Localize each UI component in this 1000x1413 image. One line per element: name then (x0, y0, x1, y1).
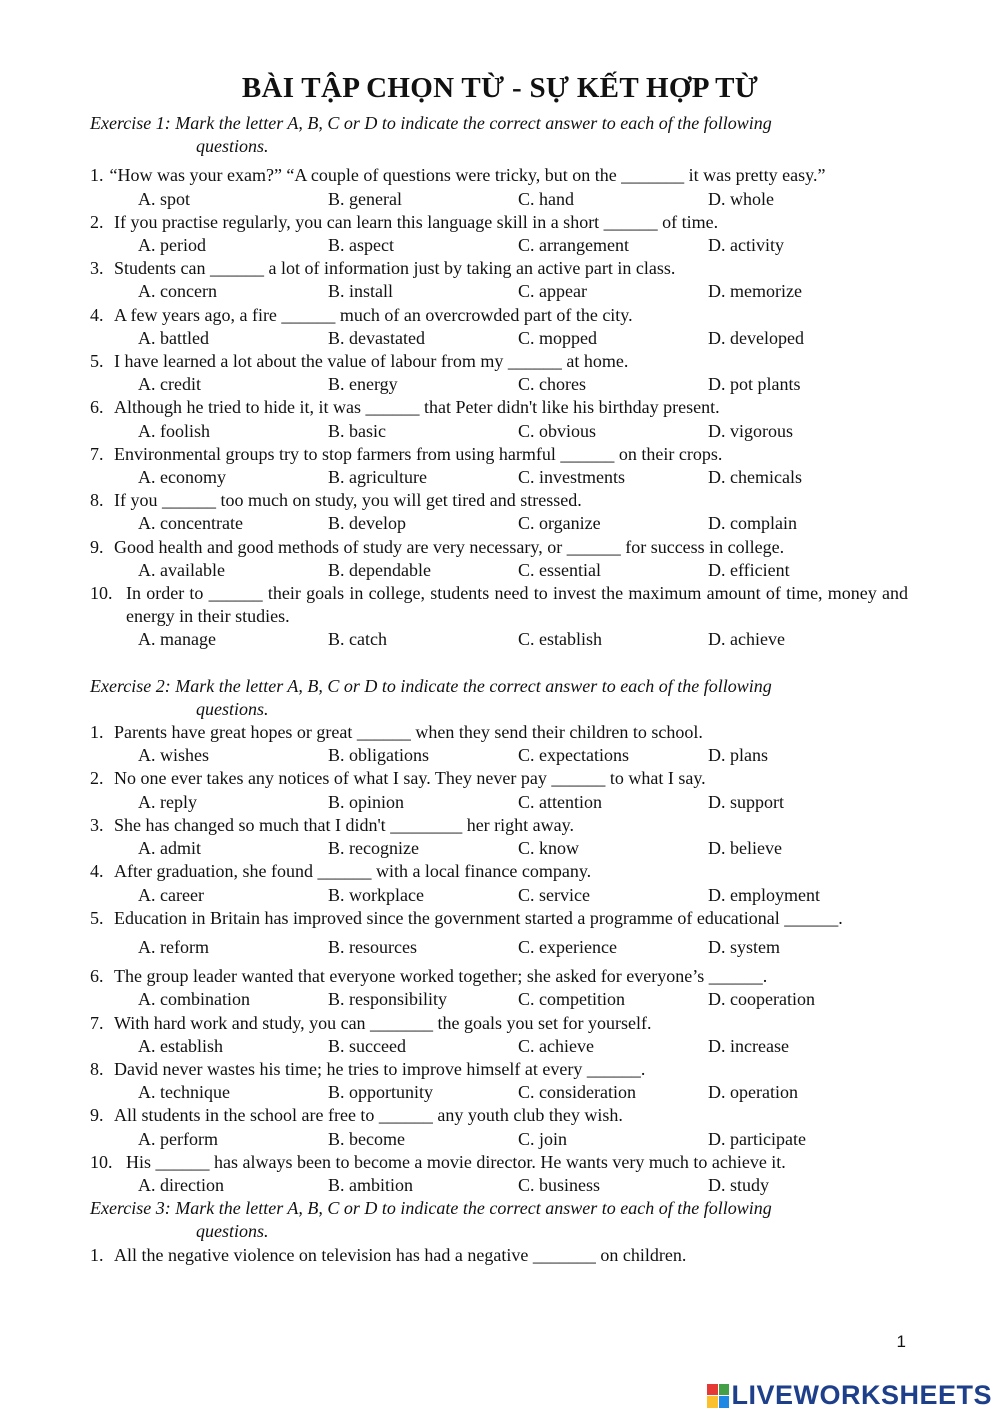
answer-option-a[interactable]: A. spot (138, 188, 191, 209)
answer-option-a[interactable]: A. admit (138, 838, 201, 859)
question (90, 350, 908, 396)
answer-option-c[interactable]: C. arrangement (518, 235, 629, 256)
question (90, 443, 908, 489)
question-text: Education in Britain has improved since the government started a programme of educational ______. (114, 907, 843, 928)
answer-options (90, 420, 908, 443)
question (90, 489, 908, 535)
answer-option-d[interactable]: D. pot plants (708, 374, 801, 395)
question-number: 3. (90, 814, 104, 835)
answer-option-c[interactable]: C. service (518, 884, 590, 905)
exercise-instruction (90, 112, 908, 158)
answer-option-b[interactable]: B. energy (328, 374, 398, 395)
question (90, 907, 908, 965)
instruction-text-cont: questions. (196, 1221, 269, 1242)
answer-option-d[interactable]: D. believe (708, 838, 782, 859)
answer-option-d[interactable]: D. vigorous (708, 420, 793, 441)
question-number: 9. (90, 536, 104, 557)
question-number: 9. (90, 1105, 104, 1126)
question (90, 1012, 908, 1058)
question-number: 5. (90, 907, 104, 928)
answer-option-a[interactable]: A. concern (138, 281, 217, 302)
question-number: 2. (90, 211, 104, 232)
answer-options (90, 628, 908, 651)
question (90, 965, 908, 1011)
instruction-text-cont: questions. (196, 698, 269, 719)
answer-option-a[interactable]: A. establish (138, 1035, 223, 1056)
answer-options (90, 559, 908, 582)
answer-option-c[interactable]: C. experience (518, 936, 617, 957)
answer-option-d[interactable]: D. operation (708, 1082, 798, 1103)
question-text: Parents have great hopes or great ______ when they send their children to school. (114, 722, 703, 743)
answer-option-a[interactable]: A. battled (138, 327, 209, 348)
answer-options (90, 512, 908, 535)
exercise-instruction (90, 1197, 908, 1243)
liveworksheets-logo[interactable] (707, 1380, 992, 1411)
answer-options (90, 1081, 908, 1104)
answer-option-b[interactable]: B. become (328, 1128, 405, 1149)
question (90, 767, 908, 813)
question-text: “How was your exam?” “A couple of questions were tricky, but on the _______ it was pretty easy.” (109, 165, 826, 186)
question (90, 721, 908, 767)
answer-options (90, 373, 908, 396)
answer-option-b[interactable]: B. agriculture (328, 467, 427, 488)
question-number: 5. (90, 351, 104, 372)
answer-options (90, 744, 908, 767)
answer-option-a[interactable]: A. concentrate (138, 513, 243, 534)
answer-options (90, 884, 908, 907)
question-number: 6. (90, 397, 104, 418)
instruction-text: Exercise 2: Mark the letter A, B, C or D to indicate the correct answer to each of the following (90, 675, 772, 696)
answer-option-b[interactable]: B. dependable (328, 559, 431, 580)
answer-option-a[interactable]: A. manage (138, 629, 216, 650)
question-number: 4. (90, 861, 104, 882)
answer-option-b[interactable]: B. ambition (328, 1174, 413, 1195)
answer-option-c[interactable]: C. join (518, 1128, 568, 1149)
answer-option-b[interactable]: B. aspect (328, 235, 394, 256)
answer-option-c[interactable]: C. obvious (518, 420, 597, 441)
answer-options (90, 280, 908, 303)
question-number: 8. (90, 1058, 104, 1079)
answer-option-d[interactable]: D. achieve (708, 629, 785, 650)
answer-option-b[interactable]: B. devastated (328, 327, 425, 348)
answer-option-b[interactable]: B. responsibility (328, 989, 448, 1010)
answer-option-d[interactable]: D. memorize (708, 281, 802, 302)
answer-option-d[interactable]: D. activity (708, 235, 784, 256)
answer-options (90, 327, 908, 350)
answer-options (90, 1035, 908, 1058)
answer-option-b[interactable]: B. succeed (328, 1035, 406, 1056)
answer-option-a[interactable]: A. economy (138, 467, 226, 488)
answer-option-a[interactable]: A. credit (138, 374, 201, 395)
question-number: 1. (90, 1244, 104, 1265)
answer-option-a[interactable]: A. direction (138, 1174, 224, 1195)
exercise-instruction (90, 675, 908, 721)
question-number: 2. (90, 768, 104, 789)
instruction-text: Exercise 3: Mark the letter A, B, C or D to indicate the correct answer to each of the following (90, 1198, 772, 1219)
question (90, 164, 908, 210)
answer-option-c[interactable]: C. organize (518, 513, 601, 534)
answer-option-b[interactable]: B. install (328, 281, 394, 302)
question-text: His ______ has always been to become a movie director. He wants very much to achieve it. (126, 1151, 786, 1172)
question-number: 1. (90, 165, 104, 186)
question-number: 8. (90, 490, 104, 511)
question (90, 211, 908, 257)
answer-option-c[interactable]: C. investments (518, 467, 625, 488)
question (90, 1244, 908, 1267)
question-number: 3. (90, 258, 104, 279)
question-text: If you ______ too much on study, you will get tired and stressed. (114, 490, 582, 511)
answer-option-c[interactable]: C. essential (518, 559, 601, 580)
answer-option-c[interactable]: C. hand (518, 188, 574, 209)
answer-option-d[interactable]: D. system (708, 936, 780, 957)
question-text: If you practise regularly, you can learn this language skill in a short ______ of time. (114, 211, 719, 232)
answer-option-a[interactable]: A. combination (138, 989, 250, 1010)
answer-option-c[interactable]: C. achieve (518, 1035, 594, 1056)
answer-option-c[interactable]: C. expectations (518, 745, 629, 766)
answer-option-d[interactable]: D. cooperation (708, 989, 815, 1010)
question-text: All students in the school are free to ______ any youth club they wish. (114, 1105, 623, 1126)
question-text: In order to ______ their goals in college, students need to invest the maximum amount of time, money and energy in their studies. (126, 583, 908, 627)
answer-option-c[interactable]: C. business (518, 1174, 601, 1195)
answer-option-c[interactable]: C. consideration (518, 1082, 636, 1103)
answer-option-d[interactable]: D. support (708, 791, 784, 812)
question (90, 1104, 908, 1150)
answer-options (90, 1128, 908, 1151)
question (90, 860, 908, 906)
answer-option-d[interactable]: D. chemicals (708, 467, 802, 488)
answer-options (90, 466, 908, 489)
answer-options (90, 936, 908, 959)
question-number: 7. (90, 443, 104, 464)
instruction-text: Exercise 1: Mark the letter A, B, C or D to indicate the correct answer to each of the following (90, 113, 772, 133)
answer-option-a[interactable]: A. career (138, 884, 204, 905)
question-text: She has changed so much that I didn't ________ her right away. (114, 814, 574, 835)
answer-option-d[interactable]: D. participate (708, 1128, 806, 1149)
answer-option-d[interactable]: D. complain (708, 513, 797, 534)
answer-option-d[interactable]: D. employment (708, 884, 820, 905)
question-number: 6. (90, 966, 104, 987)
question (90, 1058, 908, 1104)
answer-option-c[interactable]: C. attention (518, 791, 602, 812)
question-text: Students can ______ a lot of information just by taking an active part in class. (114, 258, 676, 279)
question-number: 10. (90, 583, 113, 604)
question-number: 7. (90, 1012, 104, 1033)
worksheet-content (90, 112, 908, 1267)
answer-option-b[interactable]: B. resources (328, 936, 417, 957)
answer-option-c[interactable]: C. chores (518, 374, 586, 395)
answer-option-d[interactable]: D. efficient (708, 559, 790, 580)
answer-option-d[interactable]: D. developed (708, 327, 804, 348)
answer-option-b[interactable]: B. develop (328, 513, 406, 534)
page-number: 1 (896, 1332, 906, 1351)
answer-option-d[interactable]: D. study (708, 1174, 770, 1195)
question-text: No one ever takes any notices of what I say. They never pay ______ to what I say. (114, 768, 706, 789)
spacer (90, 652, 908, 675)
question-number: 10. (90, 1151, 113, 1172)
question-text: All the negative violence on television has had a negative _______ on children. (114, 1244, 687, 1265)
logo-text: LIVEWORKSHEETS (731, 1380, 992, 1410)
answer-option-a[interactable]: A. wishes (138, 745, 209, 766)
answer-options (90, 1174, 908, 1197)
question (90, 1151, 908, 1197)
answer-option-d[interactable]: D. whole (708, 188, 774, 209)
question-text: Good health and good methods of study are very necessary, or ______ for success in college. (114, 536, 785, 557)
answer-options (90, 791, 908, 814)
question-text: David never wastes his time; he tries to improve himself at every ______. (114, 1058, 646, 1079)
question (90, 396, 908, 442)
question (90, 257, 908, 303)
answer-options (90, 988, 908, 1011)
answer-options (90, 188, 908, 211)
question-text: I have learned a lot about the value of labour from my ______ at home. (114, 351, 629, 372)
answer-option-a[interactable]: A. available (138, 559, 225, 580)
question-text: Although he tried to hide it, it was ______ that Peter didn't like his birthday present. (114, 397, 720, 418)
question-text: Environmental groups try to stop farmers from using harmful ______ on their crops. (114, 443, 723, 464)
logo-mark-icon (707, 1384, 729, 1408)
question-text: A few years ago, a fire ______ much of an overcrowded part of the city. (114, 304, 633, 325)
answer-option-b[interactable]: B. obligations (328, 745, 430, 766)
answer-option-a[interactable]: A. technique (138, 1082, 230, 1103)
answer-option-c[interactable]: C. know (518, 838, 580, 859)
question (90, 536, 908, 582)
answer-option-b[interactable]: B. opportunity (328, 1082, 434, 1103)
question (90, 582, 908, 652)
answer-option-d[interactable]: D. increase (708, 1035, 789, 1056)
answer-option-c[interactable]: C. mopped (518, 327, 597, 348)
question (90, 304, 908, 350)
answer-option-c[interactable]: C. establish (518, 629, 602, 650)
answer-options (90, 837, 908, 860)
answer-option-b[interactable]: B. general (328, 188, 402, 209)
answer-option-c[interactable]: C. competition (518, 989, 625, 1010)
answer-option-a[interactable]: A. perform (138, 1128, 218, 1149)
answer-option-a[interactable]: A. reply (138, 791, 197, 812)
question-number: 4. (90, 304, 104, 325)
question-text: After graduation, she found ______ with a local finance company. (114, 861, 592, 882)
answer-option-c[interactable]: C. appear (518, 281, 587, 302)
question-number: 1. (90, 722, 104, 743)
answer-option-d[interactable]: D. plans (708, 745, 768, 766)
answer-option-a[interactable]: A. period (138, 235, 206, 256)
answer-option-b[interactable]: B. recognize (328, 838, 419, 859)
answer-option-b[interactable]: B. opinion (328, 791, 405, 812)
question (90, 814, 908, 860)
answer-option-b[interactable]: B. basic (328, 420, 386, 441)
answer-option-a[interactable]: A. reform (138, 936, 209, 957)
question-text: With hard work and study, you can _______ the goals you set for yourself. (114, 1012, 652, 1033)
answer-option-b[interactable]: B. workplace (328, 884, 424, 905)
answer-options (90, 234, 908, 257)
question-text: The group leader wanted that everyone worked together; she asked for everyone’s ______. (114, 966, 768, 987)
answer-option-b[interactable]: B. catch (328, 629, 387, 650)
answer-option-a[interactable]: A. foolish (138, 420, 210, 441)
instruction-text-cont: questions. (196, 136, 269, 157)
page-title: BÀI TẬP CHỌN TỪ - SỰ KẾT HỢP TỪ (241, 72, 759, 104)
